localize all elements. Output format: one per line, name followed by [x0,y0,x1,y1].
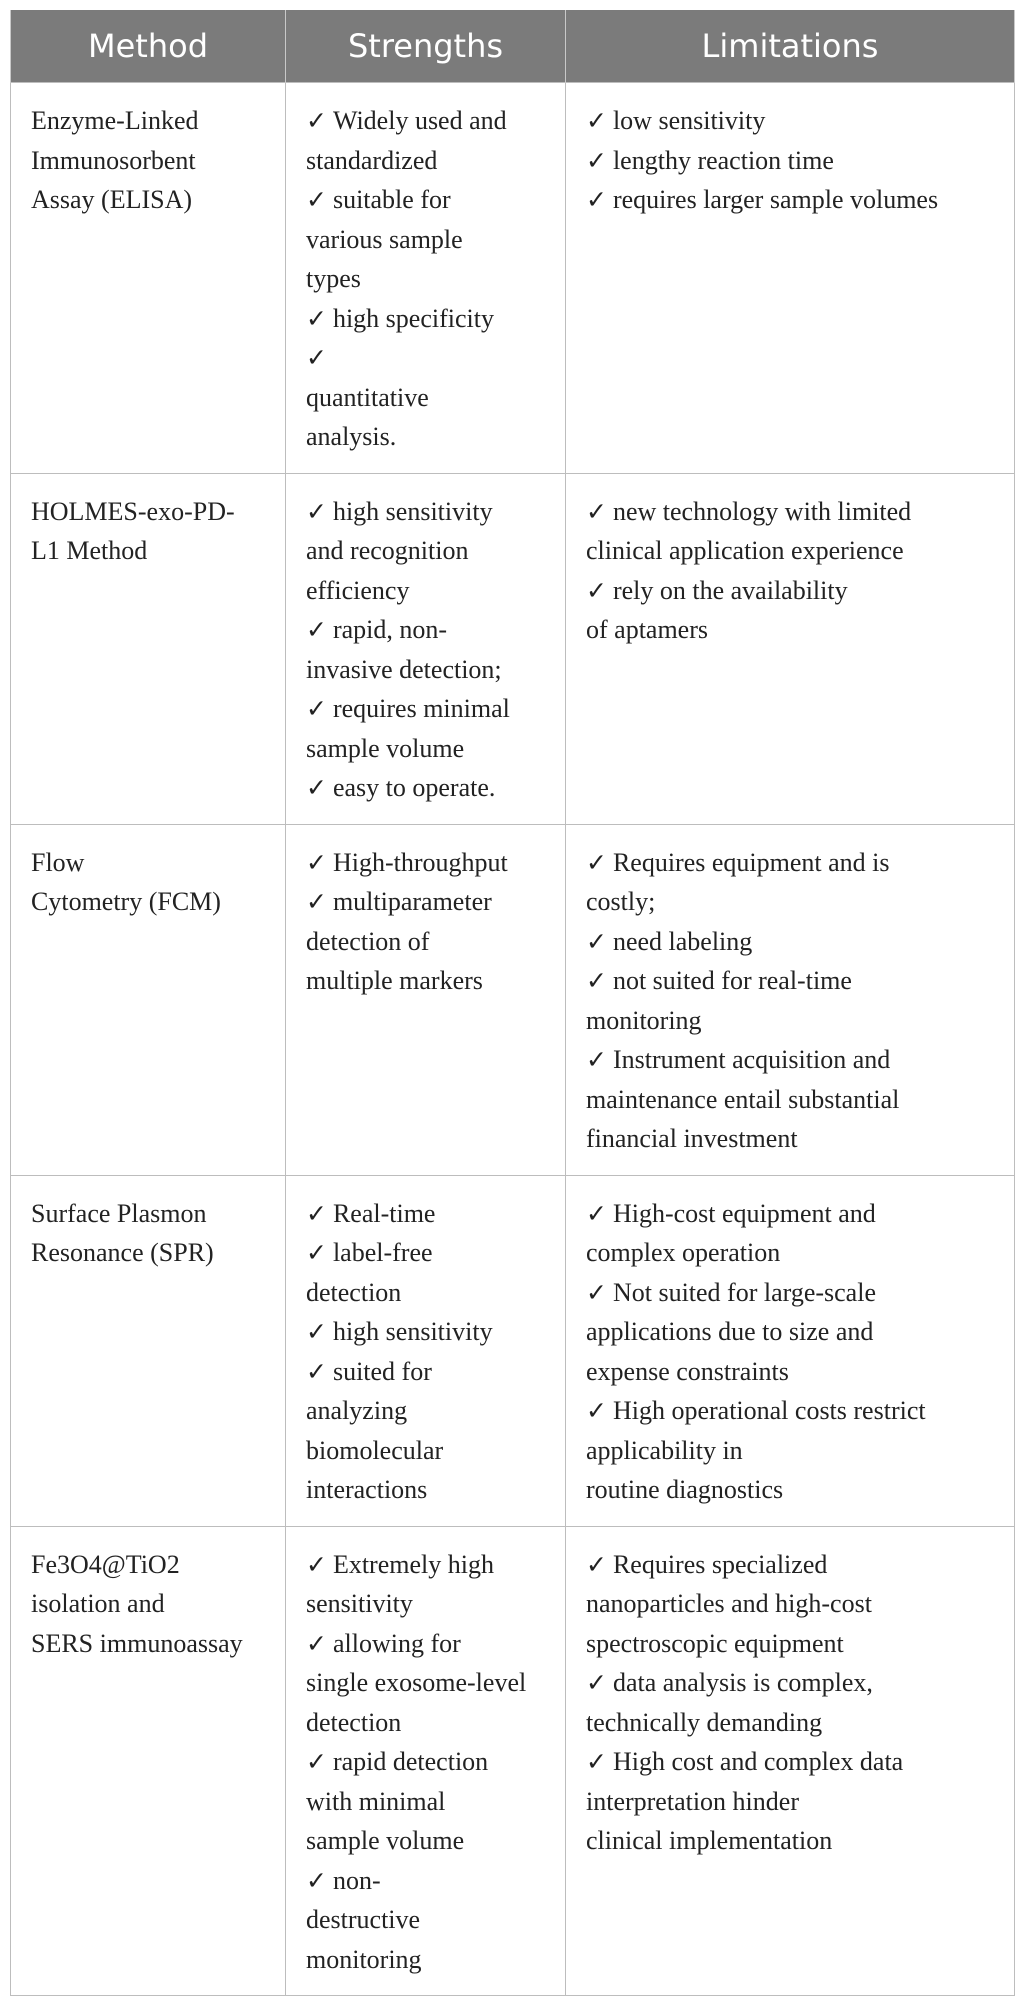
limitations-item [586,610,994,650]
checkmark-icon: ✓ [306,106,327,135]
limitations-item [586,922,994,962]
limitations-text: requires larger sample volumes [612,185,939,214]
strengths-item [306,768,545,808]
limitations-text: clinical implementation [586,1826,833,1855]
strengths-item [306,1431,545,1471]
strengths-text: analysis. [306,422,397,451]
table-row [11,83,1015,474]
limitations-item [586,1545,994,1585]
comparison-table [10,10,1015,1996]
strengths-item [306,1782,545,1822]
strengths-item [306,1470,545,1510]
strengths-item [306,729,545,769]
strengths-item [306,180,545,220]
strengths-item [306,1391,545,1431]
method-text: Flow [31,847,85,877]
checkmark-icon: ✓ [586,575,607,605]
limitations-item [586,1194,994,1234]
limitations-text: Not suited for large-scale [612,1277,876,1307]
strengths-item [306,492,545,532]
strengths-text: invasive detection; [306,654,502,684]
table-row [11,1175,1015,1526]
limitations-item [586,1703,994,1743]
checkmark-icon: ✓ [306,1317,327,1346]
strengths-cell [286,83,566,474]
method-text: L1 Method [31,536,148,565]
limitations-item [586,1782,994,1822]
limitations-cell [566,83,1015,474]
checkmark-icon: ✓ [586,1198,607,1228]
strengths-item [306,1821,545,1861]
strengths-item [306,220,545,260]
limitations-text: nanoparticles and high-cost [586,1589,872,1618]
strengths-text: destructive [306,1905,421,1934]
strengths-text: interactions [306,1475,428,1504]
strengths-item [306,689,545,729]
limitations-item [586,1040,994,1080]
checkmark-icon: ✓ [586,1747,607,1776]
limitations-text: rely on the availability [612,575,848,605]
strengths-text: standardized [306,145,438,175]
checkmark-icon: ✓ [586,1549,607,1579]
strengths-text: multiparameter [332,887,492,916]
limitations-item [586,141,994,181]
checkmark-icon: ✓ [586,1277,607,1307]
strengths-text: with minimal [306,1786,446,1816]
checkmark-icon: ✓ [586,926,607,956]
header-limitations: Limitations [566,10,1015,83]
strengths-item [306,1545,545,1585]
limitations-item [586,492,994,532]
strengths-text: quantitative [306,382,429,412]
strengths-text: sample volume [306,733,465,763]
strengths-item [306,922,545,962]
strengths-text: High-throughput [332,847,508,877]
limitations-text: technically demanding [586,1707,823,1737]
checkmark-icon: ✓ [306,615,327,644]
strengths-text: Extremely high [332,1549,494,1579]
strengths-text: suitable for [332,185,451,214]
method-cell [11,1526,286,1996]
strengths-text: sample volume [306,1826,465,1855]
limitations-text: lengthy reaction time [612,145,834,175]
strengths-text: biomolecular [306,1435,444,1465]
strengths-text: high specificity [332,303,494,333]
limitations-item [586,1663,994,1703]
strengths-text: Real-time [332,1198,436,1228]
strengths-text: multiple markers [306,966,483,995]
checkmark-icon: ✓ [306,1865,327,1895]
strengths-text: detection of [306,926,430,956]
method-text: Immunosorbent [31,145,196,175]
method-cell [11,473,286,824]
strengths-item [306,1233,545,1273]
strengths-text: efficiency [306,575,410,605]
method-text: Cytometry (FCM) [31,887,221,916]
method-cell [11,83,286,474]
limitations-item [586,1352,994,1392]
strengths-text: non- [332,1865,381,1895]
strengths-item [306,1663,545,1703]
strengths-item [306,101,545,141]
checkmark-icon: ✓ [306,343,327,372]
header-method: Method [11,10,286,83]
limitations-item [586,101,994,141]
checkmark-icon: ✓ [306,185,327,214]
limitations-item [586,1584,994,1624]
method-text: Surface Plasmon [31,1198,207,1228]
limitations-text: of aptamers [586,615,709,644]
method-cell [11,1175,286,1526]
limitations-text: Requires equipment and is [612,847,890,877]
limitations-item [586,843,994,883]
strengths-item [306,610,545,650]
checkmark-icon: ✓ [306,694,327,723]
strengths-text: allowing for [332,1628,461,1658]
limitations-text: applications due to size and [586,1317,874,1346]
strengths-item [306,1273,545,1313]
table-row [11,1526,1015,1996]
strengths-cell [286,824,566,1175]
strengths-item [306,650,545,690]
limitations-text: need labeling [612,926,753,956]
checkmark-icon: ✓ [586,185,607,214]
limitations-item [586,1821,994,1861]
limitations-text: financial investment [586,1124,798,1153]
limitations-text: costly; [586,887,656,916]
limitations-item [586,1233,994,1273]
strengths-item [306,1742,545,1782]
strengths-item [306,1940,545,1980]
strengths-text: high sensitivity [332,496,493,526]
strengths-item [306,1861,545,1901]
limitations-text: routine diagnostics [586,1475,784,1504]
checkmark-icon: ✓ [586,106,607,135]
limitations-item [586,1470,994,1510]
strengths-item [306,843,545,883]
strengths-item [306,417,545,457]
checkmark-icon: ✓ [586,145,607,175]
strengths-item [306,531,545,571]
limitations-item [586,1119,994,1159]
strengths-item [306,1703,545,1743]
checkmark-icon: ✓ [306,887,327,916]
strengths-item [306,1624,545,1664]
header-strengths: Strengths [286,10,566,83]
method-text: SERS immunoassay [31,1628,243,1658]
limitations-item [586,1001,994,1041]
strengths-text: single exosome-level [306,1668,527,1697]
method-text: Enzyme-Linked [31,106,199,135]
strengths-item [306,1352,545,1392]
strengths-text: various sample [306,224,463,254]
checkmark-icon: ✓ [586,1045,607,1074]
strengths-text: monitoring [306,1944,422,1974]
checkmark-icon: ✓ [586,966,607,995]
strengths-item [306,1584,545,1624]
strengths-item [306,338,545,378]
limitations-text: clinical application experience [586,536,904,565]
limitations-text: new technology with limited [612,496,912,526]
limitations-item [586,1391,994,1431]
limitations-text: maintenance entail substantial [586,1084,900,1114]
strengths-text: analyzing [306,1396,408,1425]
limitations-item [586,571,994,611]
limitations-item [586,1624,994,1664]
method-cell [11,824,286,1175]
strengths-text: types [306,264,361,293]
checkmark-icon: ✓ [306,1238,327,1267]
checkmark-icon: ✓ [586,1396,607,1425]
strengths-text: Widely used and [332,106,507,135]
strengths-item [306,299,545,339]
strengths-item [306,571,545,611]
method-text: isolation and [31,1589,165,1618]
limitations-cell [566,824,1015,1175]
limitations-text: High-cost equipment and [612,1198,876,1228]
limitations-cell [566,473,1015,824]
checkmark-icon: ✓ [306,1747,327,1776]
limitations-text: Instrument acquisition and [612,1045,891,1074]
strengths-item [306,259,545,299]
strengths-item [306,961,545,1001]
strengths-cell [286,1175,566,1526]
limitations-text: not suited for real-time [612,966,852,995]
method-text: Resonance (SPR) [31,1238,214,1267]
limitations-item [586,1312,994,1352]
limitations-item [586,1273,994,1313]
limitations-text: data analysis is complex, [612,1668,873,1697]
limitations-cell [566,1526,1015,1996]
limitations-text: low sensitivity [612,106,766,135]
method-text: Fe3O4@TiO2 [31,1549,180,1579]
strengths-text: and recognition [306,536,469,565]
strengths-text: suited for [332,1356,432,1386]
strengths-item [306,141,545,181]
limitations-text: expense constraints [586,1356,789,1386]
checkmark-icon: ✓ [306,1549,327,1579]
checkmark-icon: ✓ [306,1356,327,1386]
strengths-item [306,1312,545,1352]
checkmark-icon: ✓ [306,303,327,333]
strengths-text: easy to operate. [332,773,496,802]
strengths-text: requires minimal [332,694,510,723]
limitations-item [586,1080,994,1120]
limitations-text: High cost and complex data [612,1747,904,1776]
strengths-cell [286,473,566,824]
limitations-text: applicability in [586,1435,743,1465]
strengths-item [306,378,545,418]
limitations-text: High operational costs restrict [612,1396,926,1425]
limitations-cell [566,1175,1015,1526]
strengths-item [306,882,545,922]
checkmark-icon: ✓ [306,1628,327,1658]
limitations-item [586,180,994,220]
strengths-text: detection [306,1707,402,1737]
checkmark-icon: ✓ [306,496,327,526]
strengths-text: sensitivity [306,1589,413,1618]
checkmark-icon: ✓ [306,773,327,802]
limitations-text: interpretation hinder [586,1786,799,1816]
limitations-text: monitoring [586,1005,702,1035]
strengths-item [306,1194,545,1234]
limitations-text: Requires specialized [612,1549,828,1579]
checkmark-icon: ✓ [586,496,607,526]
checkmark-icon: ✓ [586,847,607,877]
header-row [11,10,1015,83]
method-text: HOLMES-exo-PD- [31,496,235,526]
limitations-item [586,961,994,1001]
strengths-text: rapid, non- [332,615,448,644]
strengths-text: detection [306,1277,402,1307]
strengths-text: label-free [332,1238,433,1267]
checkmark-icon: ✓ [306,1198,327,1228]
strengths-cell [286,1526,566,1996]
strengths-text: high sensitivity [332,1317,493,1346]
method-text: Assay (ELISA) [31,185,193,214]
strengths-text: rapid detection [332,1747,489,1776]
limitations-item [586,531,994,571]
table-row [11,473,1015,824]
limitations-text: spectroscopic equipment [586,1628,844,1658]
strengths-item [306,1900,545,1940]
limitations-item [586,882,994,922]
checkmark-icon: ✓ [306,847,327,877]
checkmark-icon: ✓ [586,1668,607,1697]
limitations-item [586,1431,994,1471]
limitations-text: complex operation [586,1238,781,1267]
limitations-item [586,1742,994,1782]
table-row [11,824,1015,1175]
